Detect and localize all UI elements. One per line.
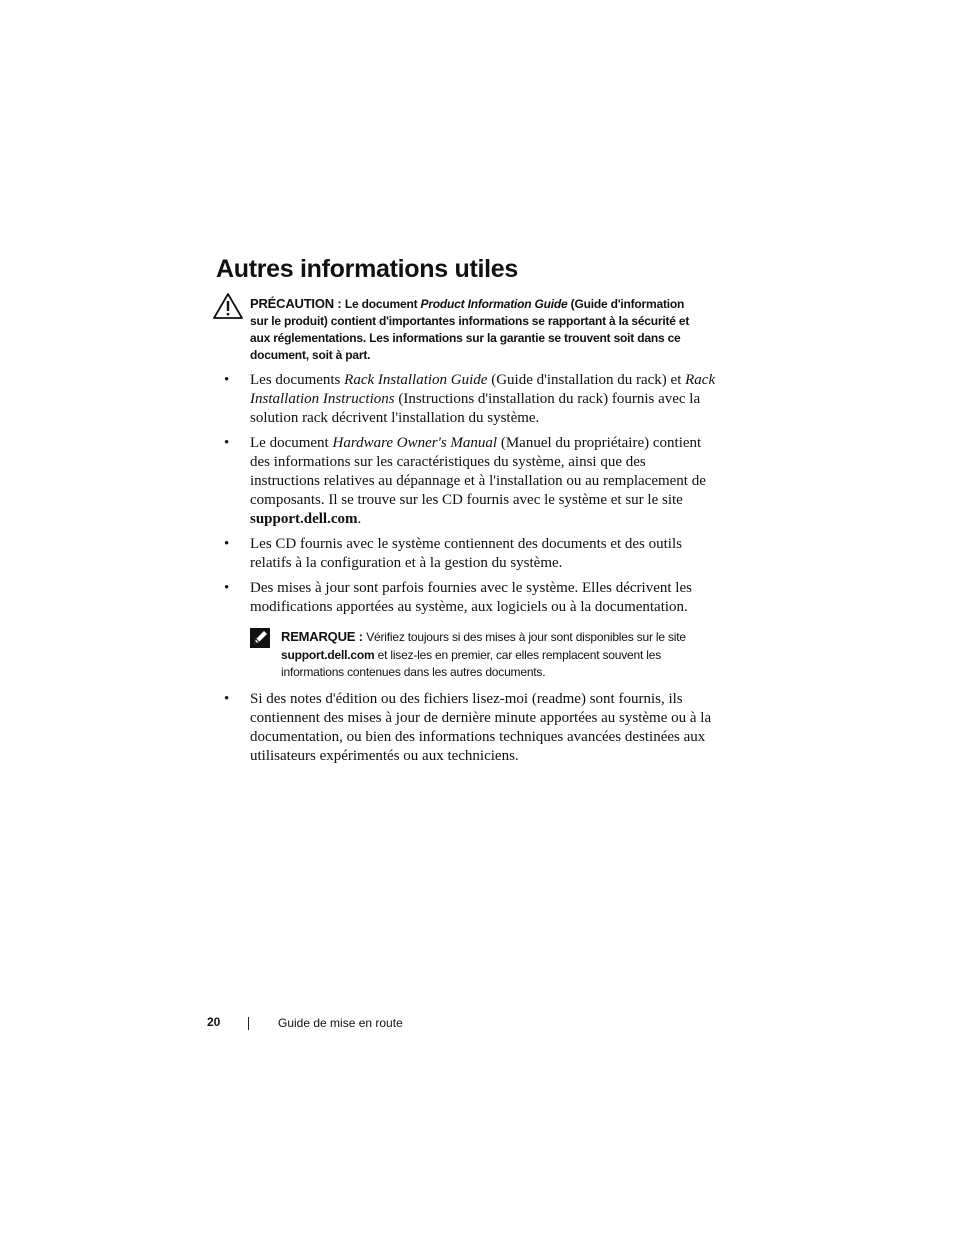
text-run: Le document: [250, 435, 333, 451]
doc-title: Rack Installation Instructions: [250, 372, 716, 407]
note-text: [281, 628, 721, 682]
note-pencil-icon: [250, 628, 270, 648]
support-link[interactable]: support.dell.com: [250, 511, 358, 527]
bullet-symbol: •: [224, 536, 230, 552]
caution-text-after: (Guide d'information sur le produit) contient d'importantes informations se rapportant à la sécurité et aux réglementations. Les informations sur la garantie se trouvent soit dans ce document, soit à part.: [250, 297, 690, 362]
caution-text: [250, 295, 700, 364]
bullet-text: [250, 434, 716, 529]
bullet-text: Les CD fournis avec le système contiennent des documents et des outils relatifs à la configuration et à la gestion du système.: [250, 536, 682, 571]
bullet-symbol: •: [224, 580, 230, 596]
footer-guide-title: Guide de mise en route: [278, 1016, 403, 1030]
caution-text-before: Le document: [344, 297, 421, 311]
bullet-symbol: •: [224, 691, 230, 707]
list-item: [222, 579, 716, 680]
bullet-list: [222, 371, 716, 772]
bullet-symbol: •: [224, 435, 230, 451]
doc-title: Hardware Owner's Manual: [332, 435, 498, 451]
warning-triangle-icon: [212, 292, 244, 320]
caution-doc-title: Product Information Guide: [420, 297, 568, 311]
list-item: [222, 434, 716, 529]
page-title: Autres informations utiles: [216, 255, 518, 283]
support-link[interactable]: support.dell.com: [281, 647, 375, 662]
text-run: et lisez-les en premier, car elles remplacent souvent les informations contenues dans les autres documents.: [281, 647, 662, 679]
list-item: [222, 371, 716, 428]
footer-divider: [248, 1017, 249, 1030]
bullet-symbol: •: [224, 372, 230, 388]
bullet-text: [250, 371, 716, 428]
list-item: [222, 535, 716, 573]
caution-label: PRÉCAUTION :: [250, 296, 345, 311]
bullet-text: Si des notes d'édition ou des fichiers lisez-moi (readme) sont fournis, ils contiennent des mises à jour de dernière minute apportées au système ou à la documentation, ou bien des informations techniques avancées destinées aux utilisateurs expérimentés ou aux techniciens.: [250, 691, 712, 764]
text-run: Vérifiez toujours si des mises à jour sont disponibles sur le site: [366, 630, 686, 644]
doc-title: Rack Installation Guide: [344, 372, 488, 388]
note-label: REMARQUE :: [281, 629, 367, 644]
page-footer: [0, 1015, 954, 1035]
text-run: (Instructions d'installation du rack) fournis avec la solution rack décrivent l'installation du système.: [250, 391, 701, 426]
text-run: Les documents: [250, 372, 345, 388]
list-item: [222, 690, 716, 766]
text-run: .: [357, 511, 362, 527]
bullet-text: Des mises à jour sont parfois fournies avec le système. Elles décrivent les modifications apportées au système, aux logiciels ou à la documentation.: [250, 580, 692, 615]
text-run: (Manuel du propriétaire) contient des informations sur les caractéristiques du système, ainsi que des instructions relatives au dépannage et à l'installation ou au remplacement de composants. Il se trouve sur les CD fournis avec le système et sur le site: [250, 435, 706, 508]
page-number: 20: [207, 1015, 221, 1029]
text-run: (Guide d'installation du rack) et: [487, 372, 686, 388]
note-block: [250, 628, 716, 680]
